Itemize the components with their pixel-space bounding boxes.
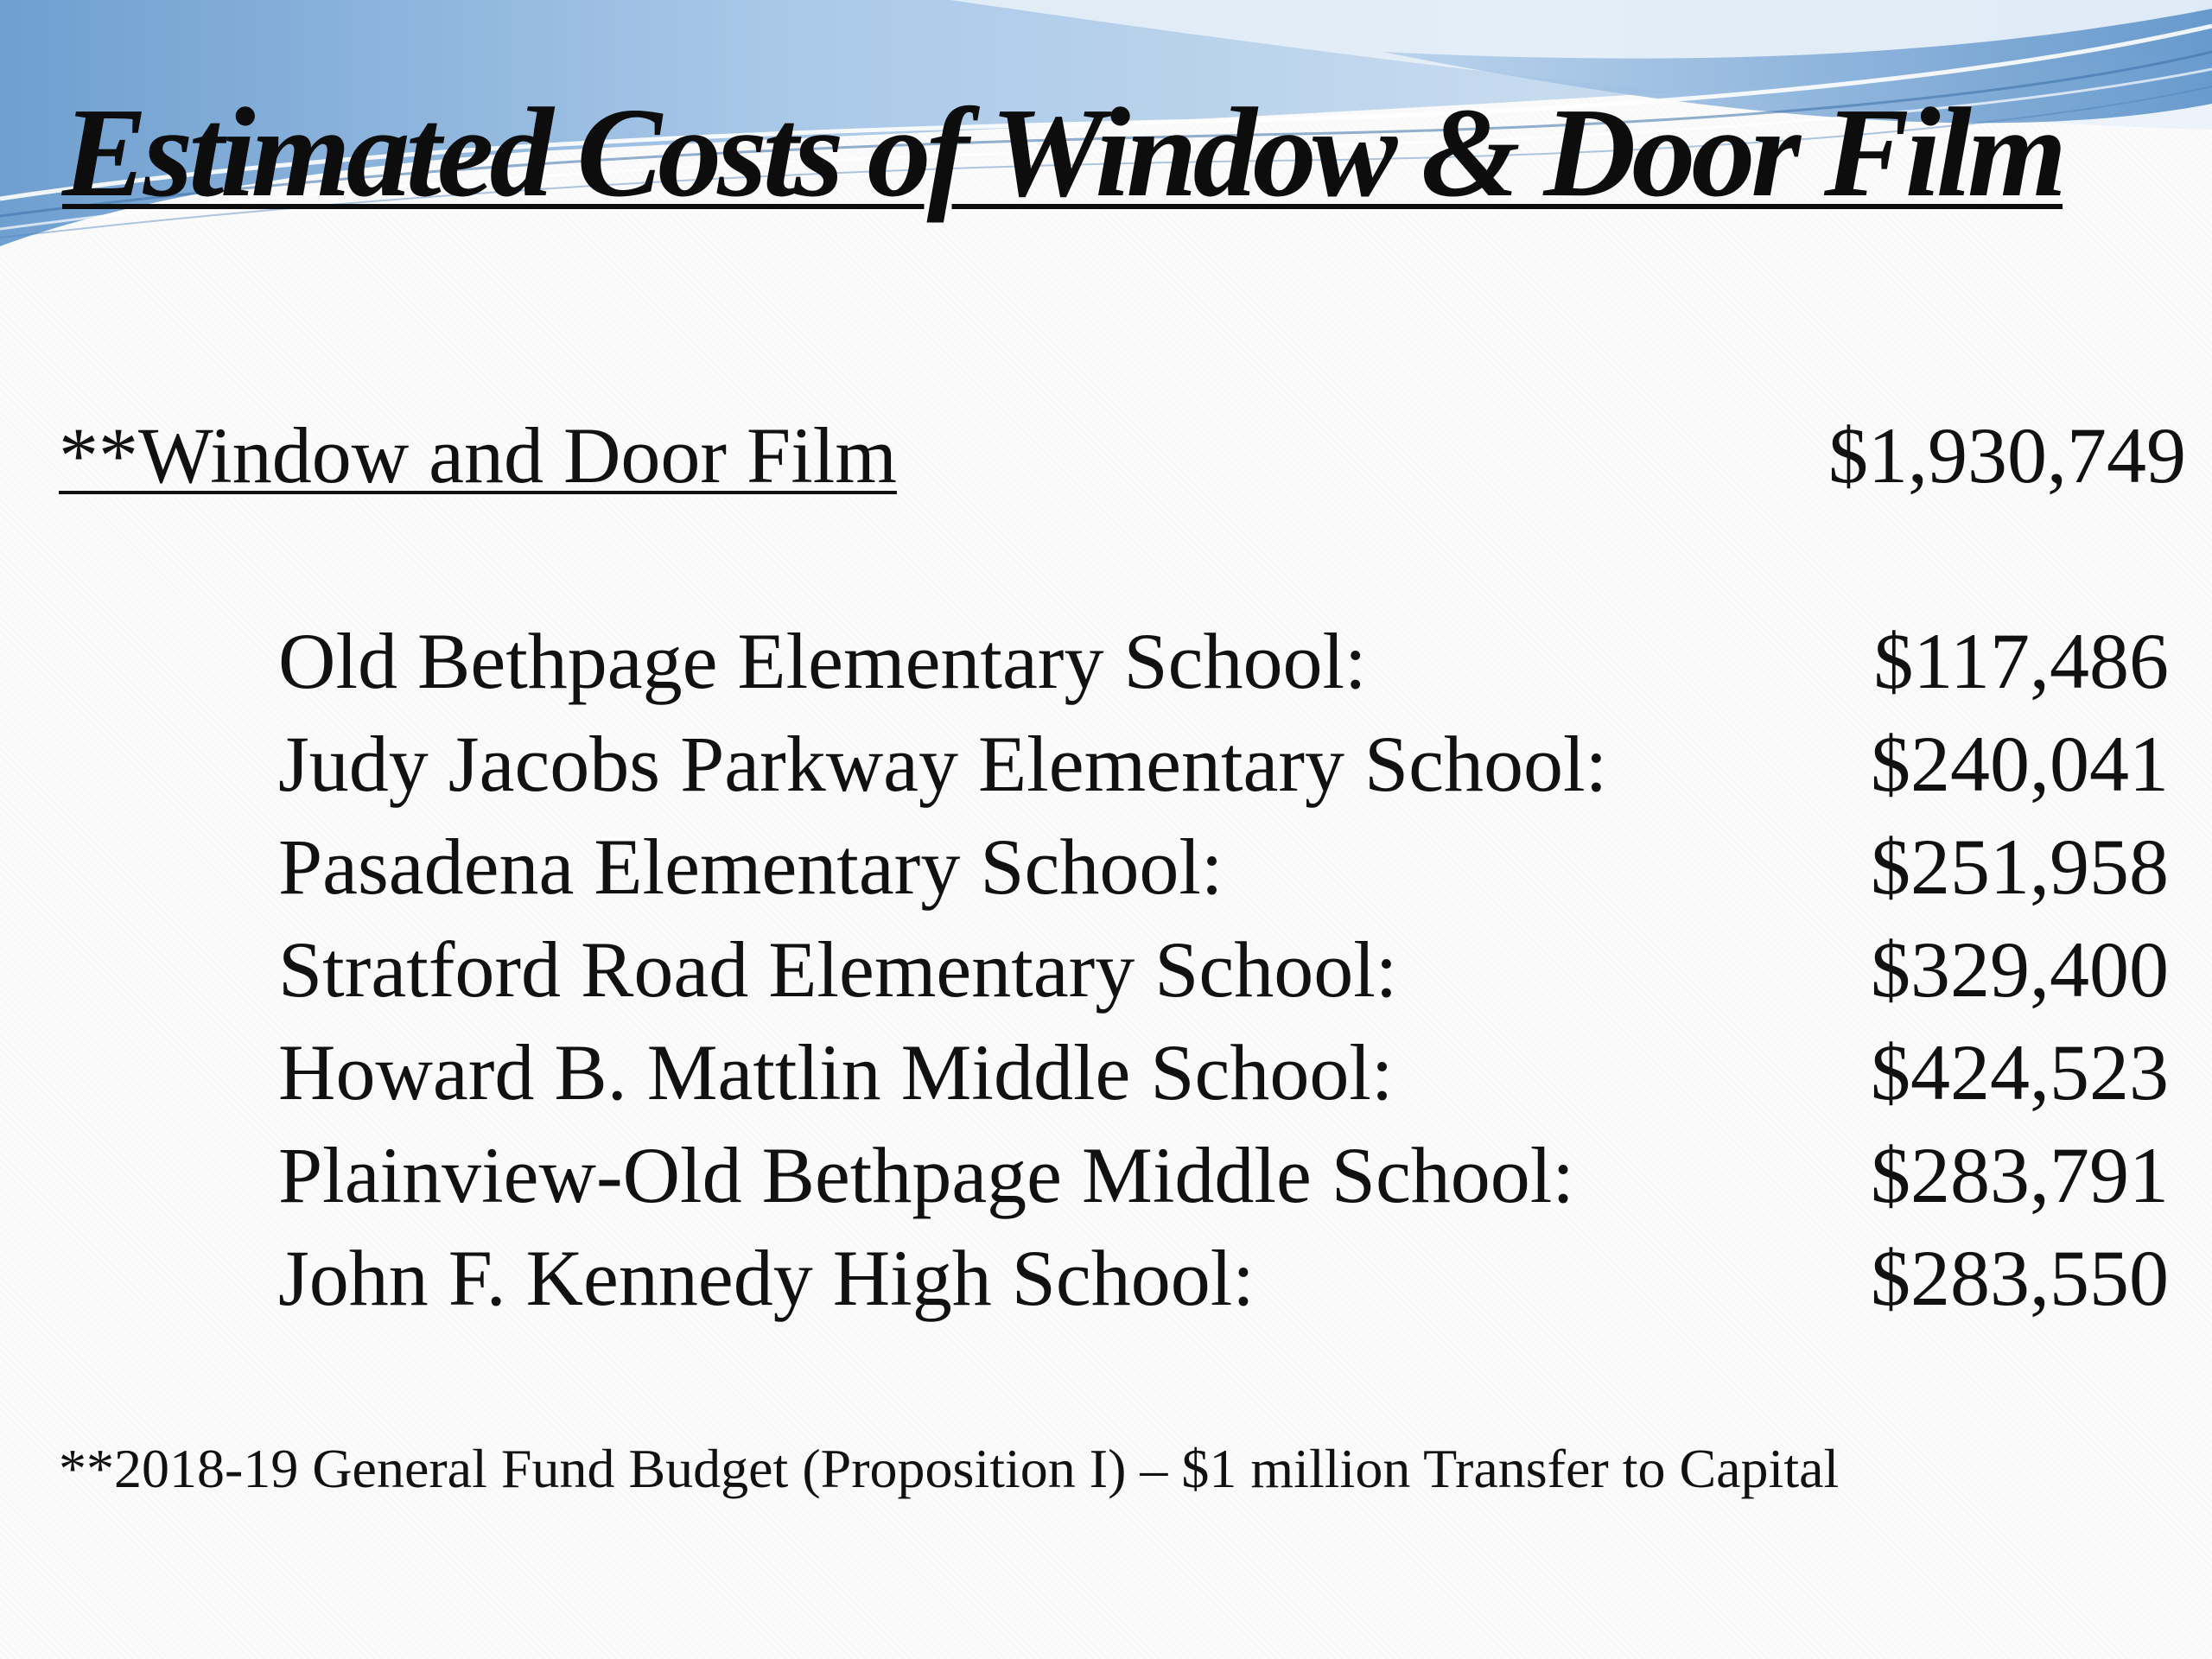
school-name: Old Bethpage Elementary School: <box>278 617 1367 705</box>
school-cost: $117,486 <box>1873 617 2169 705</box>
school-cost-row <box>278 1021 2169 1124</box>
school-cost: $424,523 <box>1871 1028 2169 1116</box>
school-name: Pasadena Elementary School: <box>278 823 1224 911</box>
school-cost: $240,041 <box>1871 720 2169 808</box>
school-name: Plainview-Old Bethpage Middle School: <box>278 1131 1574 1219</box>
school-name: John F. Kennedy High School: <box>278 1234 1255 1322</box>
school-name: Judy Jacobs Parkway Elementary School: <box>278 720 1608 808</box>
school-cost-row <box>278 713 2169 816</box>
school-cost-row <box>278 1124 2169 1227</box>
school-cost: $283,791 <box>1871 1131 2169 1219</box>
total-cost-label: **Window and Door Film <box>59 411 897 499</box>
total-cost-row <box>59 399 2186 512</box>
school-cost: $283,550 <box>1871 1234 2169 1322</box>
budget-footnote: **2018-19 General Fund Budget (Proposition I) – $1 million Transfer to Capital <box>59 1438 1840 1499</box>
total-cost-value: $1,930,749 <box>1828 411 2186 499</box>
school-name: Howard B. Mattlin Middle School: <box>278 1028 1394 1116</box>
slide-title: Estimated Costs of Window & Door Film <box>62 82 2063 224</box>
school-cost-row <box>278 1227 2169 1330</box>
school-cost-row <box>278 918 2169 1021</box>
school-cost-list <box>278 610 2169 1330</box>
school-cost: $251,958 <box>1871 823 2169 911</box>
school-name: Stratford Road Elementary School: <box>278 925 1398 1014</box>
school-cost: $329,400 <box>1871 925 2169 1014</box>
school-cost-row <box>278 610 2169 713</box>
school-cost-row <box>278 816 2169 918</box>
